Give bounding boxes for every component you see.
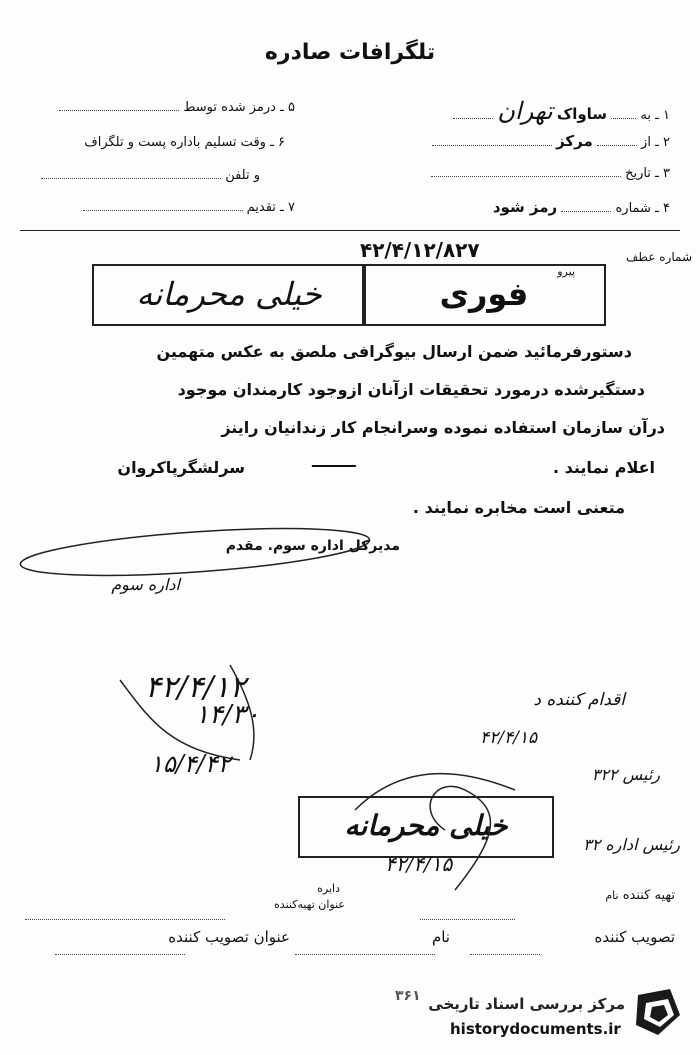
prepared-by-field [605,888,675,903]
reference-number-label: شماره [659,250,692,264]
hand-scribble-mark [110,660,270,770]
body-line-4: اعلام نمایند . [552,458,655,477]
hand-note-right-2: ۴۲/۴/۱۵ [480,728,538,748]
approver-dotted-line [470,940,540,959]
phone-field [41,168,260,183]
top-secret-stamp [92,264,366,326]
reference-attachment-label: عطف [626,250,656,264]
hand-note-right-3: رئیس ۳۲۲ [591,765,660,784]
watermark-org-name: مرکز بررسی اسناد تاریخی [428,995,625,1013]
phone-label: و تلفن [225,168,260,183]
to-handwritten: تهران [497,97,553,125]
approver-title-label: عنوان تصویب کننده [168,928,290,946]
to-field [453,97,670,125]
dotted-line [431,166,621,177]
signature-scribble [345,750,545,900]
dotted-line [453,108,493,119]
to-label: ۱ ـ به [640,108,670,123]
to-value: ساواک [556,105,608,123]
bottom-stamp-number: ۴۲/۴/۱۵ [385,852,453,876]
from-field [432,132,670,150]
prepared-by-label: تهیه کننده [622,888,675,903]
priority-field [83,200,296,215]
watermark-doc-number: ۳۶۱ [395,988,421,1004]
urgent-stamp [362,264,606,326]
dotted-line [41,168,221,179]
archive-logo-icon [630,985,685,1040]
top-secret-stamp-text: خیلی محرمانه [136,275,322,313]
body-line-3: درآن سازمان استفاده نموده وسرانجام کار زندانیان راینز [221,418,665,437]
prepared-name-label: نام [605,889,619,902]
reference-number-value: ۴۲/۴/۱۲/۸۲۷ [360,238,480,262]
reference-line [626,250,692,264]
number-value: رمز شود [492,198,558,216]
hand-note-right-4: رئیس اداره ۳۲ [583,835,680,854]
dotted-line [597,135,637,146]
hand-note-time: ۱۴/۳۰ [195,700,260,730]
approver-name-label: نام [431,928,450,946]
approver-name-dotted-line [295,940,435,959]
department-label: دایره [317,882,340,895]
dotted-line [561,201,611,212]
dotted-line [59,100,179,111]
preparer-dotted-line [25,905,225,924]
watermark-site: historydocuments.ir [450,1020,621,1038]
header-divider [20,230,680,231]
dotted-line [83,200,243,211]
number-label: ۴ ـ شماره [615,201,670,216]
body-line-2: دستگیرشده درمورد تحقیقات ازآنان ازوجود کارمندان موجود [177,380,645,399]
dotted-line [611,108,636,119]
body-line-4-signature: سرلشگرپاکروان [117,458,245,477]
body-line-5: متعنی است مخابره نمایند . [412,498,625,517]
cc-oval-mark [10,522,380,582]
number-field [493,198,670,216]
hand-note-number: ۴۲/۴/۱۲ [145,670,246,705]
approver-title-dotted-line [55,940,185,959]
document-title: تلگرافات صادره [264,40,436,65]
hand-note-right-1: اقدام کننده د [533,690,625,710]
delivery-field [84,135,285,150]
date-label: ۳ ـ تاریخ [625,166,670,181]
cc-line: مدیرکل اداره سوم. مقدم [225,538,400,554]
body-line-4-dash: ــــــــ [312,452,356,471]
approver-label: تصویب کننده [594,928,675,946]
encoded-by-label: ۵ ـ درمز شده توسط [183,100,295,115]
reference-follow-label: پیرو [557,265,575,278]
from-label: ۲ ـ از [641,135,670,150]
hand-note-date: ۱۵/۴/۴۲ [150,750,231,778]
priority-label: ۷ ـ تقدیم [246,200,295,215]
delivery-label: ۶ ـ وقت تسلیم باداره پست و تلگراف [84,135,285,150]
bottom-stamp-text: خیلی محرمانه [344,809,508,842]
urgent-stamp-text: فوری [439,275,529,313]
hand-left-sign: اداره سوم [111,575,180,594]
body-line-1: دستورفرمائید ضمن ارسال بیوگرافی ملصق به عکس متهمین [156,342,632,361]
dotted-line [432,135,552,146]
from-value: مرکز [556,132,593,150]
preparer-title-label: عنوان تهیه‌کننده [274,898,345,911]
date-field [431,166,670,181]
preparer-name-dotted-line [420,905,515,924]
encoded-by-field [59,100,295,115]
